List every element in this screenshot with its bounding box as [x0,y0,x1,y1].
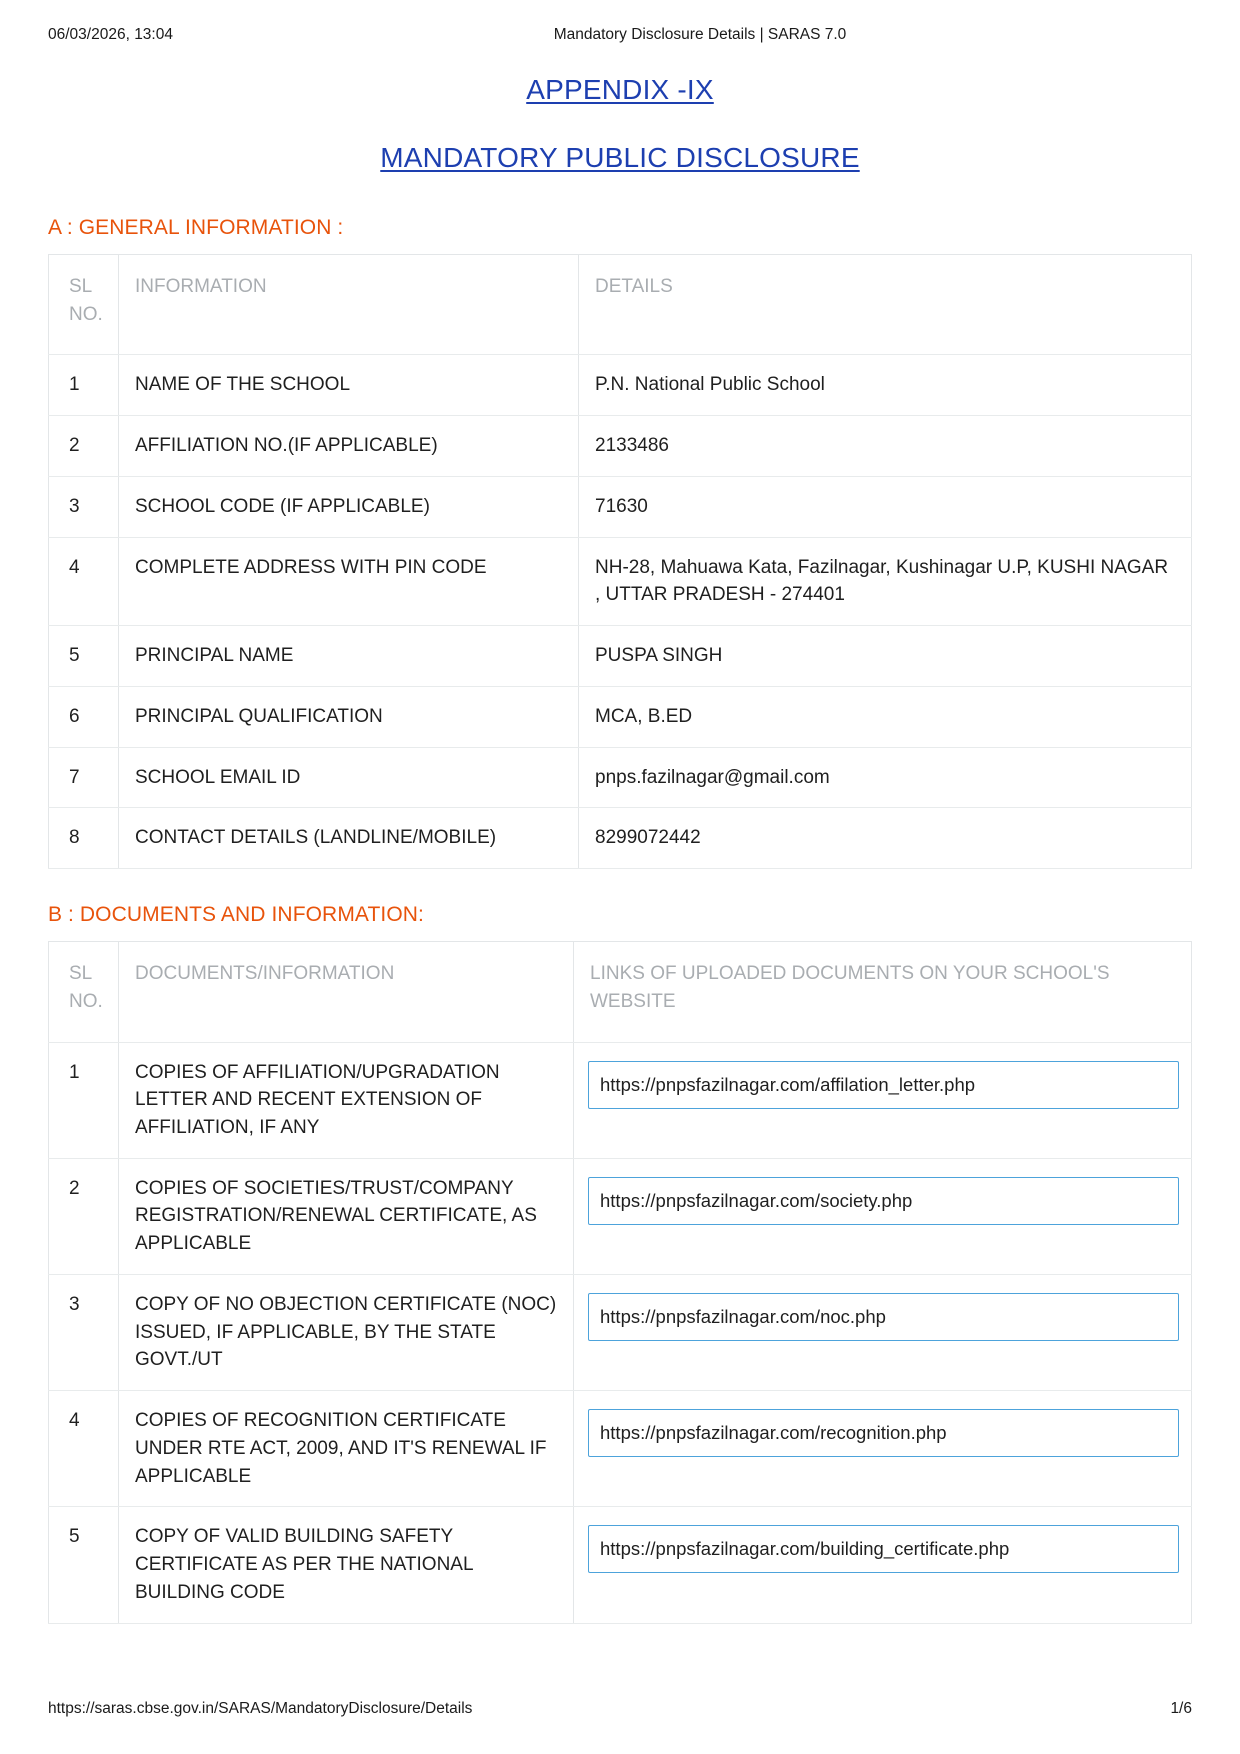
documents-information-body [49,1042,1192,1623]
row-information: COMPLETE ADDRESS WITH PIN CODE [119,537,579,625]
table-row [49,355,1192,416]
row-information: SCHOOL EMAIL ID [119,747,579,808]
row-information: PRINCIPAL NAME [119,626,579,687]
row-information: CONTACT DETAILS (LANDLINE/MOBILE) [119,808,579,869]
row-sl-no: 5 [49,1507,119,1623]
row-link-cell [574,1158,1192,1274]
row-document-name: COPY OF VALID BUILDING SAFETY CERTIFICATE AS PER THE NATIONAL BUILDING CODE [119,1507,574,1623]
row-details: pnps.fazilnagar@gmail.com [579,747,1192,808]
document-link-field[interactable]: https://pnpsfazilnagar.com/affilation_letter.php [588,1061,1179,1109]
row-details: MCA, B.ED [579,686,1192,747]
table-row [49,416,1192,477]
row-details: 71630 [579,476,1192,537]
document-link-field[interactable]: https://pnpsfazilnagar.com/building_certificate.php [588,1525,1179,1573]
table-row [49,808,1192,869]
row-sl-no: 7 [49,747,119,808]
appendix-title: APPENDIX -IX [526,74,714,105]
row-link-cell [574,1507,1192,1623]
row-sl-no: 2 [49,416,119,477]
column-header-sl-no: SL NO. [49,942,119,1042]
row-information: PRINCIPAL QUALIFICATION [119,686,579,747]
row-sl-no: 2 [49,1158,119,1274]
row-sl-no: 4 [49,537,119,625]
footer-source-url: https://saras.cbse.gov.in/SARAS/MandatoryDisclosure/Details [48,1700,473,1717]
row-details: 2133486 [579,416,1192,477]
row-sl-no: 1 [49,1042,119,1158]
page-title: MANDATORY PUBLIC DISCLOSURE [380,142,860,173]
row-sl-no: 3 [49,1274,119,1390]
row-sl-no: 1 [49,355,119,416]
documents-information-table [48,941,1192,1623]
document-link-field[interactable]: https://pnpsfazilnagar.com/society.php [588,1177,1179,1225]
row-details: PUSPA SINGH [579,626,1192,687]
row-document-name: COPIES OF RECOGNITION CERTIFICATE UNDER RTE ACT, 2009, AND IT'S RENEWAL IF APPLICABLE [119,1391,574,1507]
table-row [49,1274,1192,1390]
column-header-documents-information: DOCUMENTS/INFORMATION [119,942,574,1042]
section-a-heading: A : GENERAL INFORMATION : [48,216,344,239]
row-link-cell [574,1042,1192,1158]
table-row [49,686,1192,747]
column-header-details: DETAILS [579,255,1192,355]
document-link-field[interactable]: https://pnpsfazilnagar.com/noc.php [588,1293,1179,1341]
section-b-heading: B : DOCUMENTS AND INFORMATION: [48,903,424,927]
row-details: P.N. National Public School [579,355,1192,416]
table-row [49,1391,1192,1507]
row-document-name: COPIES OF SOCIETIES/TRUST/COMPANY REGISTRATION/RENEWAL CERTIFICATE, AS APPLICABLE [119,1158,574,1274]
column-header-sl-no: SL NO. [49,255,119,355]
row-details: 8299072442 [579,808,1192,869]
row-sl-no: 5 [49,626,119,687]
print-document-title: Mandatory Disclosure Details | SARAS 7.0 [553,26,847,43]
table-row [49,1158,1192,1274]
print-timestamp: 06/03/2026, 13:04 [48,26,173,43]
document-link-field[interactable]: https://pnpsfazilnagar.com/recognition.php [588,1409,1179,1457]
print-header [48,26,1192,52]
row-details: NH-28, Mahuawa Kata, Fazilnagar, Kushinagar U.P, KUSHI NAGAR , UTTAR PRADESH - 274401 [579,537,1192,625]
table-row [49,747,1192,808]
print-footer [48,1700,1192,1718]
table-row [49,1507,1192,1623]
row-sl-no: 8 [49,808,119,869]
general-information-body [49,355,1192,869]
row-document-name: COPY OF NO OBJECTION CERTIFICATE (NOC) ISSUED, IF APPLICABLE, BY THE STATE GOVT./UT [119,1274,574,1390]
table-row [49,476,1192,537]
table-header-row [49,942,1192,1042]
row-sl-no: 6 [49,686,119,747]
row-sl-no: 3 [49,476,119,537]
general-information-table [48,254,1192,869]
table-header-row [49,255,1192,355]
row-information: AFFILIATION NO.(IF APPLICABLE) [119,416,579,477]
table-row [49,537,1192,625]
row-information: SCHOOL CODE (IF APPLICABLE) [119,476,579,537]
table-row [49,626,1192,687]
column-header-information: INFORMATION [119,255,579,355]
row-link-cell [574,1391,1192,1507]
row-link-cell [574,1274,1192,1390]
footer-page-number: 1/6 [1170,1700,1192,1717]
table-row [49,1042,1192,1158]
row-information: NAME OF THE SCHOOL [119,355,579,416]
row-sl-no: 4 [49,1391,119,1507]
row-document-name: COPIES OF AFFILIATION/UPGRADATION LETTER AND RECENT EXTENSION OF AFFILIATION, IF ANY [119,1042,574,1158]
column-header-links: LINKS OF UPLOADED DOCUMENTS ON YOUR SCHOOL'S WEBSITE [574,942,1192,1042]
